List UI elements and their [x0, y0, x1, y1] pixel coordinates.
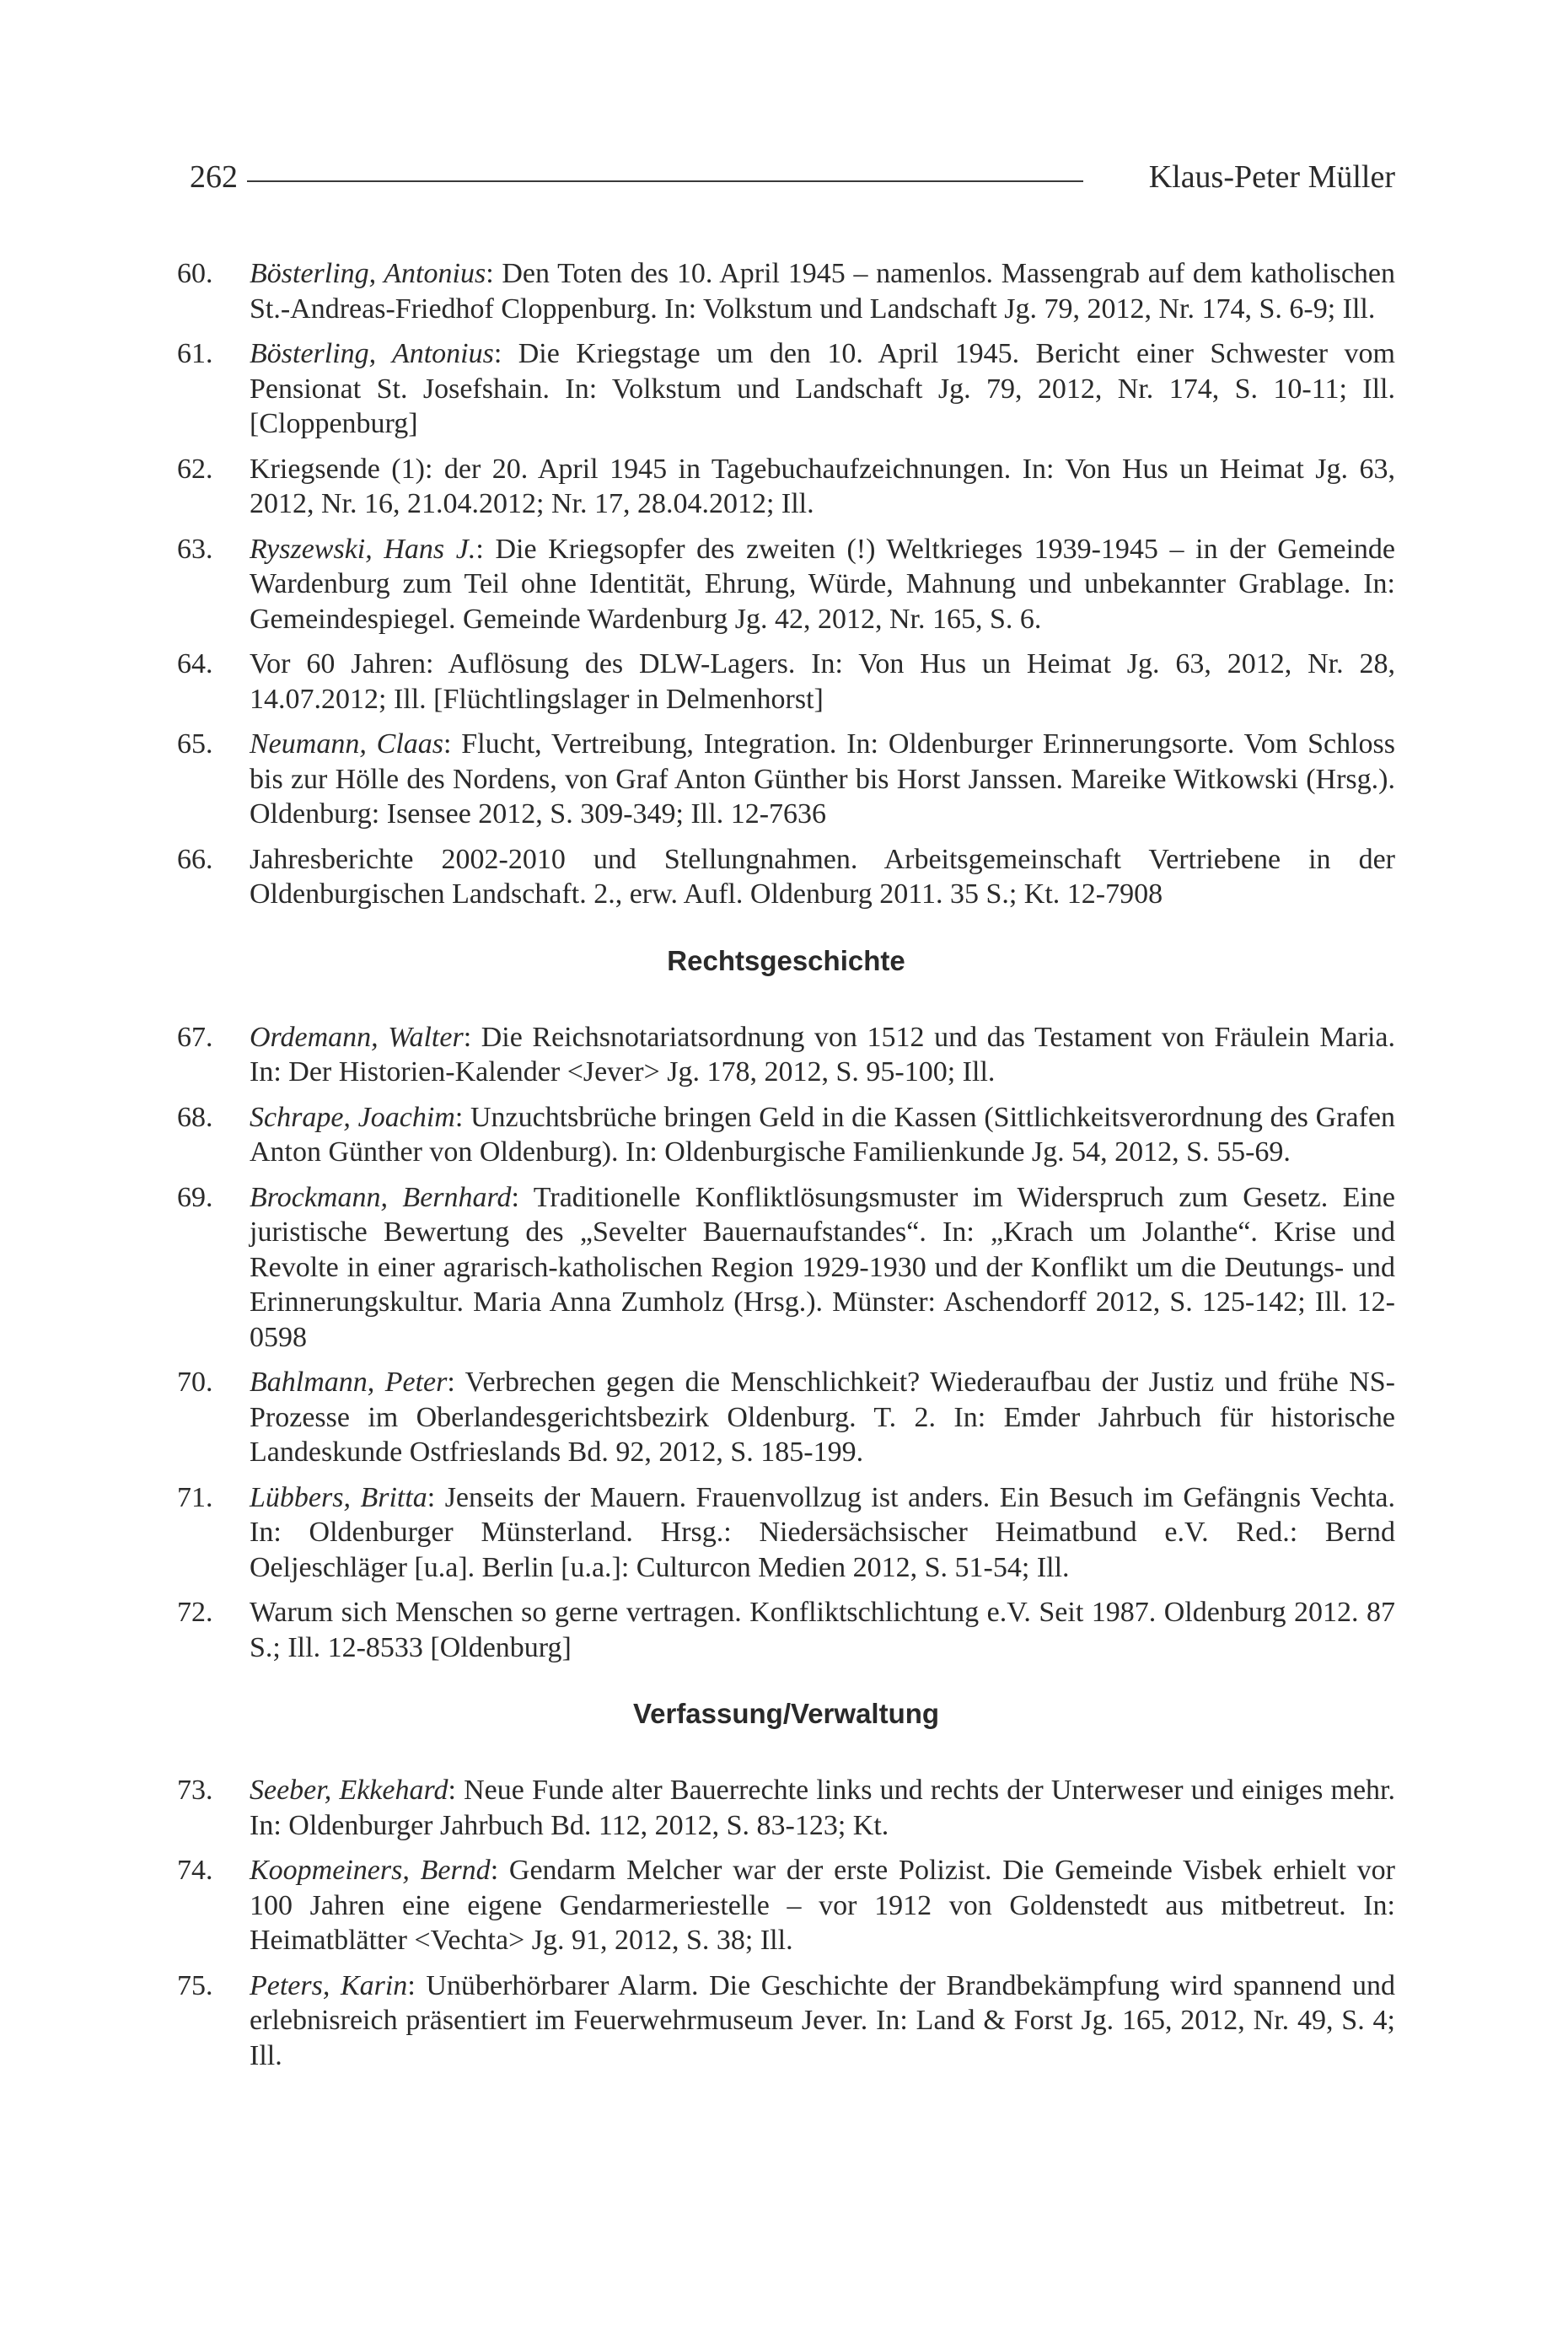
entry-number: 74.: [177, 1855, 213, 1886]
entry-author: Brockmann, Bernhard: [250, 1181, 512, 1213]
entry-number: 65.: [177, 728, 213, 760]
entry-author: Seeber, Ekkehard: [250, 1775, 448, 1806]
bibliography-entry: [177, 1853, 1395, 1958]
page-number: 262: [190, 159, 238, 195]
entry-author: Schrape, Joachim: [250, 1101, 455, 1133]
entry-number: 72.: [177, 1597, 213, 1628]
entry-number: 73.: [177, 1775, 213, 1806]
entry-number: 66.: [177, 843, 213, 875]
entry-author: Ryszewski, Hans J.: [250, 533, 476, 565]
entry-text: : Unüberhörbarer Alarm. Die Geschichte der Brandbekämpfung wird spannend und erlebnisreich präsentiert im Feuerwehrmuseum Jever. In: Land & Forst Jg. 165, 2012, Nr. 49, S. 4; Ill.: [250, 1969, 1395, 2071]
entry-author: Bösterling, Antonius: [250, 258, 486, 289]
entry-text: : Jenseits der Mauern. Frauenvollzug ist anders. Ein Besuch im Gefängnis Vechta. In: Oldenburger Münsterland. Hrsg.: Niedersächsischer Heimatbund e.V. Red.: Bernd Oeljeschläger [u.a]. Berlin [u.a.]: Culturcon Medien 2012, S. 51-54; Ill.: [250, 1481, 1395, 1583]
bibliography-list: [177, 256, 1395, 2083]
entry-author: Bahlmann, Peter: [250, 1367, 448, 1398]
entry-text: Warum sich Menschen so gerne vertragen. Konfliktschlichtung e.V. Seit 1987. Oldenburg 2012. 87 S.; Ill. 12-8533 [Oldenburg]: [250, 1597, 1395, 1663]
entry-text: : Die Kriegstage um den 10. April 1945. Bericht einer Schwester vom Pensionat St. Josefshain. In: Volkstum und Landschaft Jg. 79, 2012, Nr. 174, S. 10-11; Ill. [Cloppenburg]: [250, 338, 1395, 439]
entry-text: Jahresberichte 2002-2010 und Stellungnahmen. Arbeitsgemeinschaft Vertriebene in der Oldenburgischen Landschaft. 2., erw. Aufl. Oldenburg 2011. 35 S.; Kt. 12-7908: [250, 843, 1395, 910]
bibliography-entry: [177, 727, 1395, 832]
entry-number: 69.: [177, 1181, 213, 1213]
entry-number: 64.: [177, 648, 213, 679]
entry-number: 75.: [177, 1969, 213, 2001]
header-rule: [247, 180, 1083, 182]
entry-number: 61.: [177, 338, 213, 369]
entry-author: Koopmeiners, Bernd: [250, 1855, 491, 1886]
bibliography-entry: [177, 647, 1395, 717]
entry-text: Kriegsende (1): der 20. April 1945 in Tagebuchaufzeichnungen. In: Von Hus un Heimat Jg. 63, 2012, Nr. 16, 21.04.2012; Nr. 17, 28.04.2012; Ill.: [250, 453, 1395, 519]
entry-number: 68.: [177, 1101, 213, 1133]
bibliography-entry: [177, 1180, 1395, 1356]
entry-text: : Traditionelle Konfliktlösungsmuster im Widerspruch zum Gesetz. Eine juristische Bewertung des „Sevelter Bauernaufstandes“. In: „Krach um Jolanthe“. Krise und Revolte in einer agrarisch-katholischen Region 1929-1930 und der Konflikt um die Deutungs- und Erinnerungskultur. Maria Anna Zumholz (Hrsg.). Münster: Aschendorff 2012, S. 125-142; Ill. 12-0598: [250, 1181, 1395, 1353]
bibliography-entry: [177, 1595, 1395, 1665]
bibliography-entry: [177, 336, 1395, 442]
entry-text: : Gendarm Melcher war der erste Polizist. Die Gemeinde Visbek erhielt vor 100 Jahren eine eigene Gendarmeriestelle – vor 1912 von Goldenstedt aus mitbetreut. In: Heimatblätter <Vechta> Jg. 91, 2012, S. 38; Ill.: [250, 1855, 1395, 1956]
entry-text: : Verbrechen gegen die Menschlichkeit? Wiederaufbau der Justiz und frühe NS-Prozesse im Oberlandesgerichtsbezirk Oldenburg. T. 2. In: Emder Jahrbuch für historische Landeskunde Ostfrieslands Bd. 92, 2012, S. 185-199.: [250, 1367, 1396, 1468]
bibliography-entry: [177, 532, 1395, 637]
bibliography-entry: [177, 1480, 1395, 1586]
entry-text: Vor 60 Jahren: Auflösung des DLW-Lagers. In: Von Hus un Heimat Jg. 63, 2012, Nr. 28, 14.07.2012; Ill. [Flüchtlingslager in Delmenhorst]: [250, 648, 1395, 715]
entry-text: : Die Reichsnotariatsordnung von 1512 und das Testament von Fräulein Maria. In: Der Historien-Kalender <Jever> Jg. 178, 2012, S. 95-100; Ill.: [250, 1021, 1395, 1088]
running-head: [190, 157, 1395, 202]
entry-author: Bösterling, Antonius: [250, 338, 494, 369]
entry-number: 71.: [177, 1481, 213, 1513]
bibliography-entry: [177, 1020, 1395, 1090]
entry-number: 70.: [177, 1367, 213, 1398]
bibliography-entry: [177, 452, 1395, 522]
entry-author: Lübbers, Britta: [250, 1481, 427, 1513]
bibliography-entry: [177, 1365, 1395, 1470]
entry-author: Ordemann, Walter: [250, 1021, 464, 1053]
entry-number: 63.: [177, 533, 213, 565]
entry-number: 67.: [177, 1021, 213, 1053]
entry-author: Neumann, Claas: [250, 728, 444, 760]
section-heading: Rechtsgeschichte: [667, 944, 905, 976]
section-heading: Verfassung/Verwaltung: [632, 1698, 940, 1729]
bibliography-entry: [177, 1100, 1395, 1170]
entry-text: : Flucht, Vertreibung, Integration. In: Oldenburger Erinnerungsorte. Vom Schloss bis zur Hölle des Nordens, von Graf Anton Günther bis Horst Janssen. Mareike Witkowski (Hrsg.). Oldenburg: Isensee 2012, S. 309-349; Ill. 12-7636: [250, 728, 1395, 830]
bibliography-entry: [177, 256, 1395, 326]
entry-text: : Unzuchtsbrüche bringen Geld in die Kassen (Sittlichkeitsverordnung des Grafen Anton Günther von Oldenburg). In: Oldenburgische Familienkunde Jg. 54, 2012, S. 55-69.: [250, 1101, 1395, 1168]
entry-text: : Neue Funde alter Bauerrechte links und rechts der Unterweser und einiges mehr. In: Oldenburger Jahrbuch Bd. 112, 2012, S. 83-123; Kt.: [250, 1775, 1396, 1841]
entry-text: : Den Toten des 10. April 1945 – namenlos. Massengrab auf dem katholischen St.-Andreas-Friedhof Cloppenburg. In: Volkstum und Landschaft Jg. 79, 2012, Nr. 174, S. 6-9; Ill.: [250, 258, 1395, 325]
entry-number: 62.: [177, 453, 213, 485]
running-head-author: Klaus-Peter Müller: [1148, 159, 1395, 195]
bibliography-entry: [177, 1773, 1395, 1843]
bibliography-entry: [177, 1968, 1395, 2074]
entry-text: : Die Kriegsopfer des zweiten (!) Weltkrieges 1939-1945 – in der Gemeinde Wardenburg zum Teil ohne Identität, Ehrung, Würde, Mahnung und unbekannter Grablage. In: Gemeindespiegel. Gemeinde Wardenburg Jg. 42, 2012, Nr. 165, S. 6.: [250, 533, 1395, 635]
entry-number: 60.: [177, 258, 213, 289]
bibliography-entry: [177, 842, 1395, 912]
entry-author: Peters, Karin: [250, 1969, 408, 2001]
